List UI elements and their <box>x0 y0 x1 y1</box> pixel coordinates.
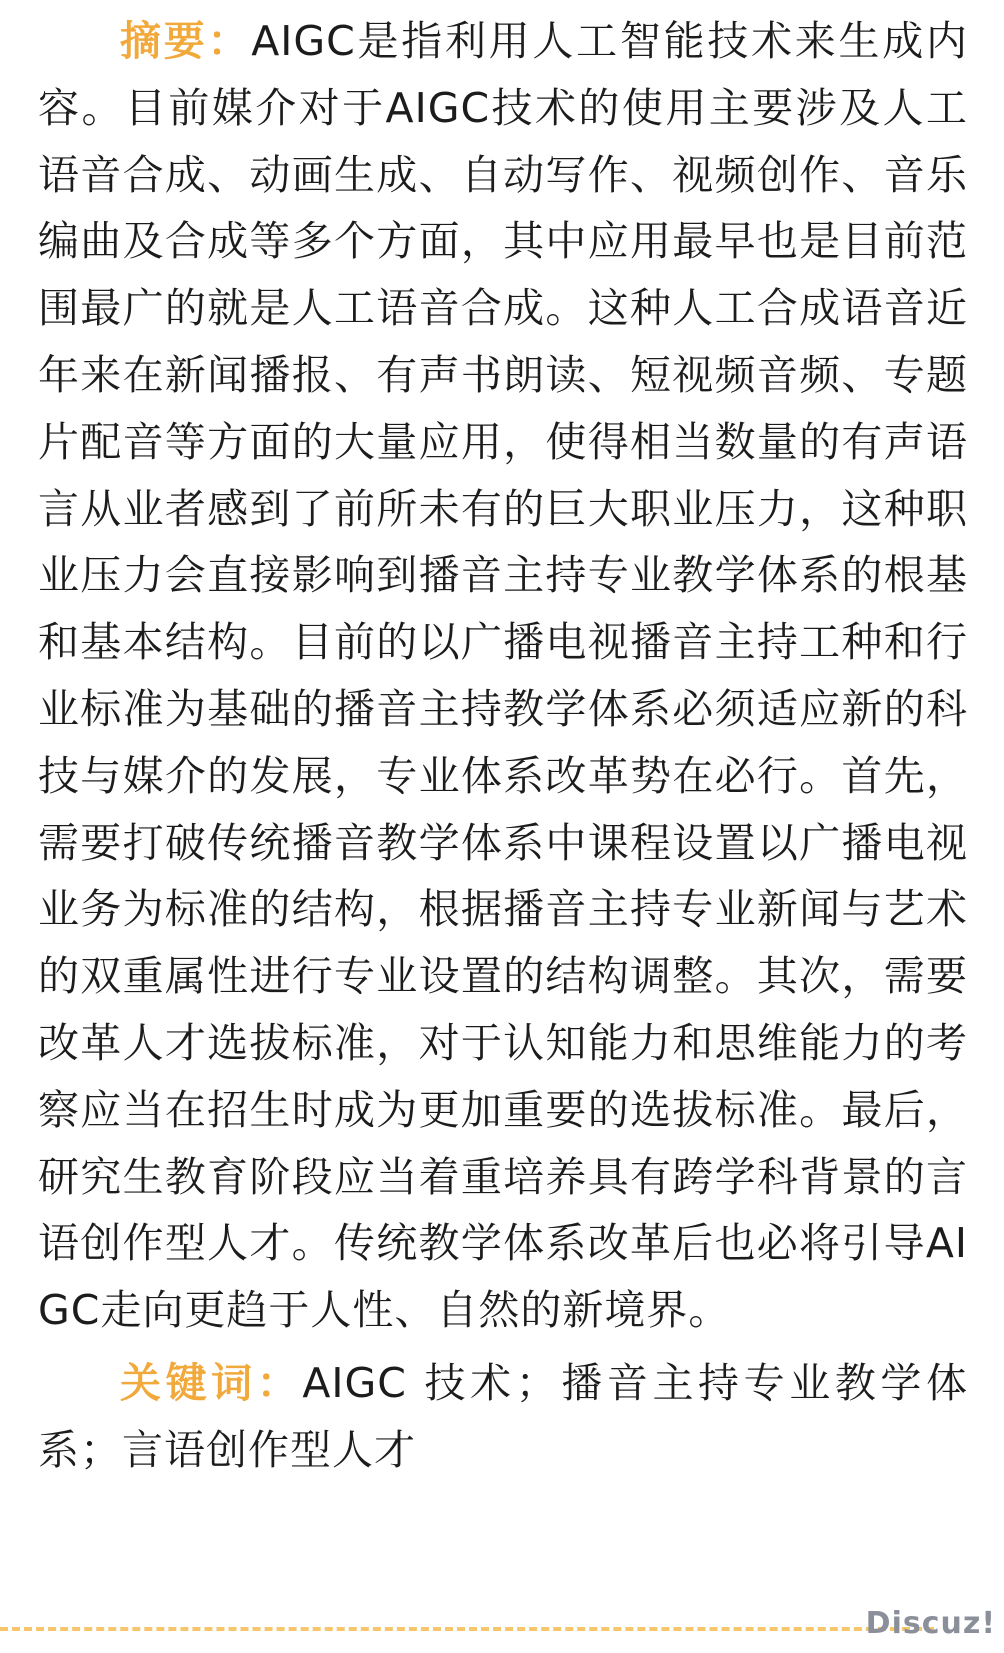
discuz-watermark: Discuz! <box>865 1606 996 1641</box>
keywords-text: AIGC 技术；播音主持专业教学体系；言语创作型人才 <box>38 1358 968 1474</box>
article-body <box>38 8 968 1484</box>
keywords-label: 关键词： <box>120 1358 303 1407</box>
abstract-text: AIGC是指利用人工智能技术来生成内容。目前媒介对于AIGC技术的使用主要涉及人工语音合成、动画生成、自动写作、视频创作、音乐编曲及合成等多个方面，其中应用最早也是目前范围最广的就是人工语音合成。这种人工合成语音近年来在新闻播报、有声书朗读、短视频音频、专题片配音等方面的大量应用，使得相当数量的有声语言从业者感到了前所未有的巨大职业压力，这种职业压力会直接影响到播音主持专业教学体系的根基和基本结构。目前的以广播电视播音主持工种和行业标准为基础的播音主持教学体系必须适应新的科技与媒介的发展，专业体系改革势在必行。首先，需要打破传统播音教学体系中课程设置以广播电视业务为标准的结构，根据播音主持专业新闻与艺术的双重属性进行专业设置的结构调整。其次，需要改革人才选拔标准，对于认知能力和思维能力的考察应当在招生时成为更加重要的选拔标准。最后，研究生教育阶段应当着重培养具有跨学科背景的言语创作型人才。传统教学体系改革后也必将引导AIGC走向更趋于人性、自然的新境界。 <box>38 17 968 1335</box>
abstract-paragraph <box>38 8 968 1344</box>
abstract-label: 摘要： <box>120 17 252 65</box>
keywords-paragraph <box>38 1350 968 1484</box>
dashed-divider <box>0 1627 934 1631</box>
